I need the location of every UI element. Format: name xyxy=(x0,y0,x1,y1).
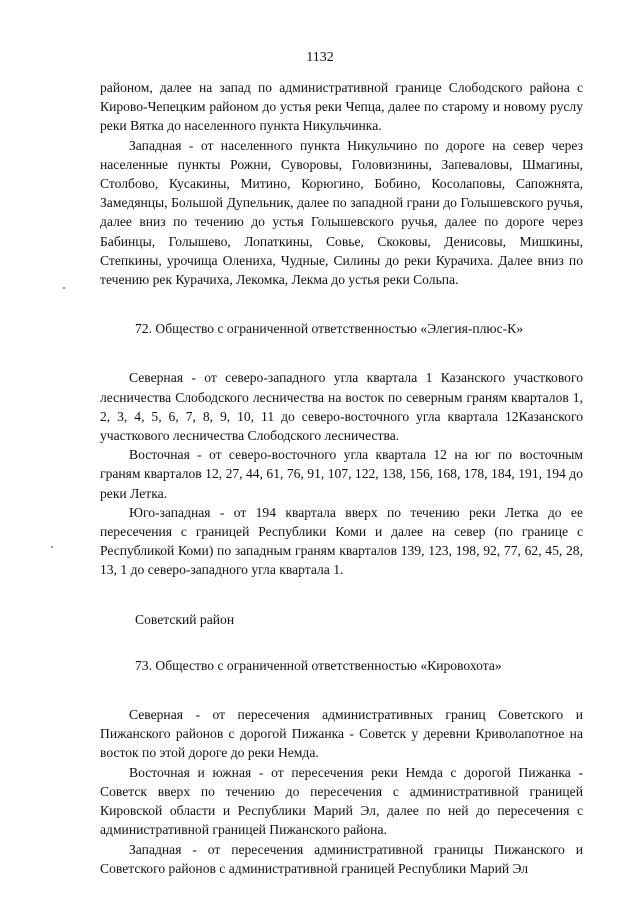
paragraph-continuation: районом, далее на запад по административной границе Слободского района с Кирово-Чепецким районом до устья реки Чепца, далее по старому и новому руслу реки Вятка до населенного пункта Никульчинка. xyxy=(100,80,583,134)
scan-speck xyxy=(51,546,53,548)
paragraph-northern-boundary-72: Северная - от северо-западного угла квартала 1 Казанского участкового лесничества Слободского лесничества на восток по северным граням кварталов 1, 2, 3, 4, 5, 6, 7, 8, 9, 10, 11 до северо-восточного угла квартала 12Казанского участкового лесничества Слободского лесничества. xyxy=(100,370,583,444)
district-heading: Советский район xyxy=(135,611,235,627)
section-heading-73: 73. Общество с ограниченной ответственностью «Кировохота» xyxy=(135,657,502,673)
section-heading-72: 72. Общество с ограниченной ответственностью «Элегия-плюс-К» xyxy=(135,321,524,337)
page-number: 1132 xyxy=(306,50,334,65)
paragraph-southwestern-boundary-72: Юго-западная - от 194 квартала вверх по течению реки Летка до ее пересечения с границей Республики Коми и далее на север (по границе с Республикой Коми) по западным граням кварталов 139, 123, 198, 92, 77, 62, 45, 28, 13, 1 до северо-западного угла квартала 1. xyxy=(100,504,583,578)
paragraph-eastern-southern-boundary-73: Восточная и южная - от пересечения реки Немда с дорогой Пижанка - Советск вверх по течению до пересечения с административной границей Кировской области и Республики Марий Эл, далее по ней до пересечения с административной границей Пижанского района. xyxy=(100,764,583,838)
paragraph-eastern-boundary-72: Восточная - от северо-восточного угла квартала 12 на юг по восточным граням кварталов 12, 27, 44, 61, 76, 91, 107, 122, 138, 156, 168, 178, 184, 191, 194 до реки Летка. xyxy=(100,447,583,501)
paragraph-western-boundary-1: Западная - от населенного пункта Никульчино по дороге на север через населенные пункты Рожни, Суворовы, Головизнины, Запеваловы, Шмагины, Столбово, Кусакины, Митино, Корюгино, Бобино, Косолаповы, Сапожнята, Замедянцы, Большой Дупельник, далее по западной грани до Голышевского ручья, далее вниз по течению до устья Голышевского ручья, далее по дороге через Бабинцы, Голышево, Лопаткины, Совье, Скоковы, Денисовы, Мишкины, Степкины, урочища Олениха, Чудные, Силины до реки Курачиха. Далее вниз по течению рек Курачиха, Лекомка, Лекма до устья реки Сольпа. xyxy=(100,137,583,288)
document-body xyxy=(100,78,583,878)
paragraph-northern-boundary-73: Северная - от пересечения административных границ Советского и Пижанского районов с дорогой Пижанка - Советск у деревни Криволапотное на восток по этой дороге до реки Немда. xyxy=(100,707,583,761)
paragraph-western-boundary-73: Западная - от пересечения административной границы Пижанского и Советского районов с административной границей Республики Марий Эл xyxy=(100,841,583,876)
scan-speck xyxy=(330,858,332,860)
scan-speck xyxy=(63,287,65,289)
